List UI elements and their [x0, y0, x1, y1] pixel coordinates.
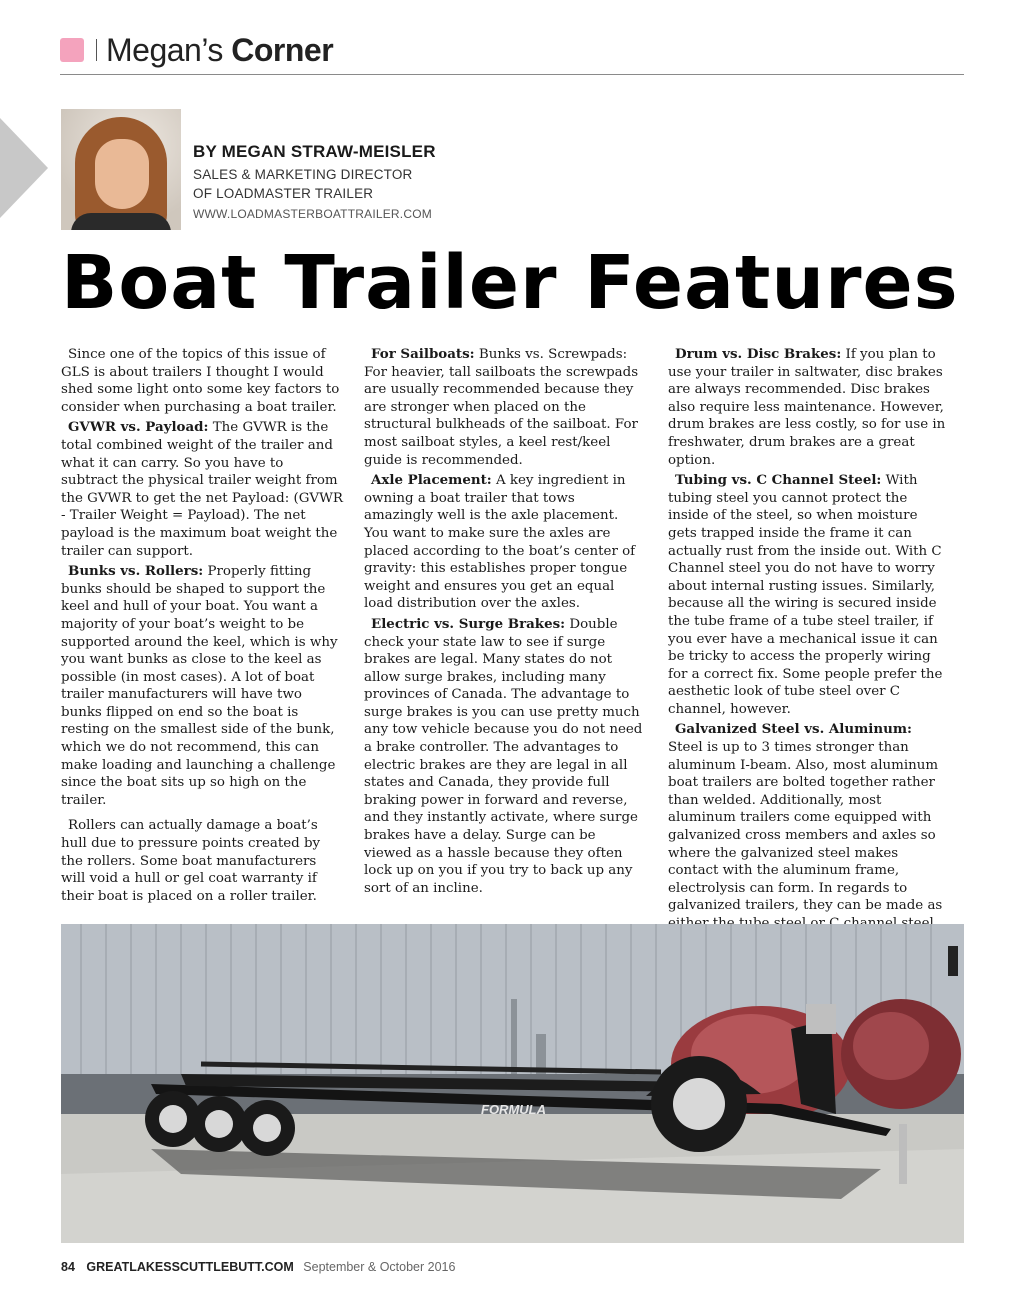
header-divider	[96, 39, 97, 61]
section-title-light: Megan’s	[106, 32, 223, 68]
paragraph: Axle Placement: A key ingredient in owning a boat trailer that tows amazingly well is the axle placement. You want to make sure the axles are placed according to the boat’s center of gravity: this establishes proper tongue weight and ensures you get an equal load distribution over the axles.	[364, 472, 636, 612]
footer-site: GREATLAKESSCUTTLEBUTT.COM	[86, 1260, 294, 1274]
page-footer	[61, 1260, 455, 1274]
author-photo	[61, 109, 181, 230]
author-role-line2: OF LOADMASTER TRAILER	[193, 186, 374, 201]
author-website: WWW.LOADMASTERBOATTRAILER.COM	[193, 207, 432, 221]
section-title-bold: Corner	[231, 32, 334, 68]
article-column-2	[364, 346, 646, 900]
decorative-arrow-icon	[0, 118, 48, 218]
trailer-brand-label: FORMULA	[481, 1102, 546, 1117]
trailer-photo	[61, 924, 964, 1243]
paragraph: Electric vs. Surge Brakes: Double check your state law to see if surge brakes are legal. Many states do not allow surge brakes, including many provinces of Canada. The advantage to surge brakes is you can use pretty much any tow vehicle because you do not need a brake controller. The advantages to electric brakes are they are legal in all states and Canada, they provide full braking power in forward and reverse, and they instantly activate, where surge brakes have a delay. Surge can be viewed as a hassle because they often lock up on you if you try to back up any sort of an incline.	[364, 615, 643, 896]
page-number: 84	[61, 1260, 75, 1274]
paragraph: For Sailboats: Bunks vs. Screwpads: For heavier, tall sailboats the screwpads are usually recommended because they are stronger when placed on the structural bulkheads of the sailboat. For most sailboat styles, a keel rest/keel guide is recommended.	[364, 346, 639, 468]
author-role	[193, 165, 436, 203]
byline	[193, 142, 436, 221]
author-name: BY MEGAN STRAW-MEISLER	[193, 142, 436, 161]
article-column-3	[668, 346, 950, 953]
section-tab-icon	[60, 38, 84, 62]
paragraph: Bunks vs. Rollers: Properly fitting bunks should be shaped to support the keel and hull of your boat. You want a majority of your boat’s weight to be supported around the keel, which is why you want bunks as close to the keel as possible (in most cases). A lot of boat trailer manufacturers will have two bunks flipped on end so the boat is resting on the smallest side of the bunk, which we do not recommend, this can make loading and launching a challenge since the boat sits up so high on the trailer.	[61, 563, 338, 808]
section-title	[106, 32, 333, 69]
trailer-illustration	[61, 924, 964, 1243]
section-header	[60, 30, 964, 75]
paragraph: Rollers can actually damage a boat’s hull due to pressure points created by the rollers. Some boat manufacturers will void a hull or gel coat warranty if their boat is placed on a roller trailer.	[61, 818, 321, 904]
paragraph: Drum vs. Disc Brakes: If you plan to use your trailer in saltwater, disc brakes are always recommended. Disc brakes also require less maintenance. However, drum brakes are less costly, so for use in freshwater, drum brakes are a great option.	[668, 346, 946, 468]
paragraph: Tubing vs. C Channel Steel: With tubing steel you cannot protect the inside of the steel, so when moisture gets trapped inside the frame it can actually rust from the inside out. With C Channel steel you do not have to worry about internal rusting issues. Similarly, because all the wiring is secured inside the tube frame of a tube steel trailer, if you ever have a mechanical issue it can be tricky to access the properly wiring for a correct fix. Some people prefer the aesthetic look of tube steel over C channel, however.	[668, 472, 943, 717]
paragraph: GVWR vs. Payload: The GVWR is the total combined weight of the trailer and what it can carry. So you have to subtract the physical trailer weight from the GVWR to get the net Payload: (GVWR - Trailer Weight = Payload). The net payload is the maximum boat weight the trailer can support.	[61, 419, 343, 559]
article-column-1	[61, 346, 343, 908]
footer-date: September & October 2016	[303, 1260, 456, 1274]
paragraph: Galvanized Steel vs. Aluminum: Steel is up to 3 times stronger than aluminum I-beam. Also, most aluminum boat trailers are bolted together rather than welded. Additionally, most aluminum trailers come equipped with galvanized cross members and axles so where the galvanized steel makes contact with the aluminum frame, electrolysis can form. In regards to galvanized trailers, they can be made as	[668, 721, 943, 914]
paragraph: Since one of the topics of this issue of GLS is about trailers I thought I would shed some light onto some key factors to consider when purchasing a boat trailer.	[61, 347, 340, 415]
author-role-line1: SALES & MARKETING DIRECTOR	[193, 167, 413, 182]
article-title: Boat Trailer Features	[61, 240, 959, 326]
